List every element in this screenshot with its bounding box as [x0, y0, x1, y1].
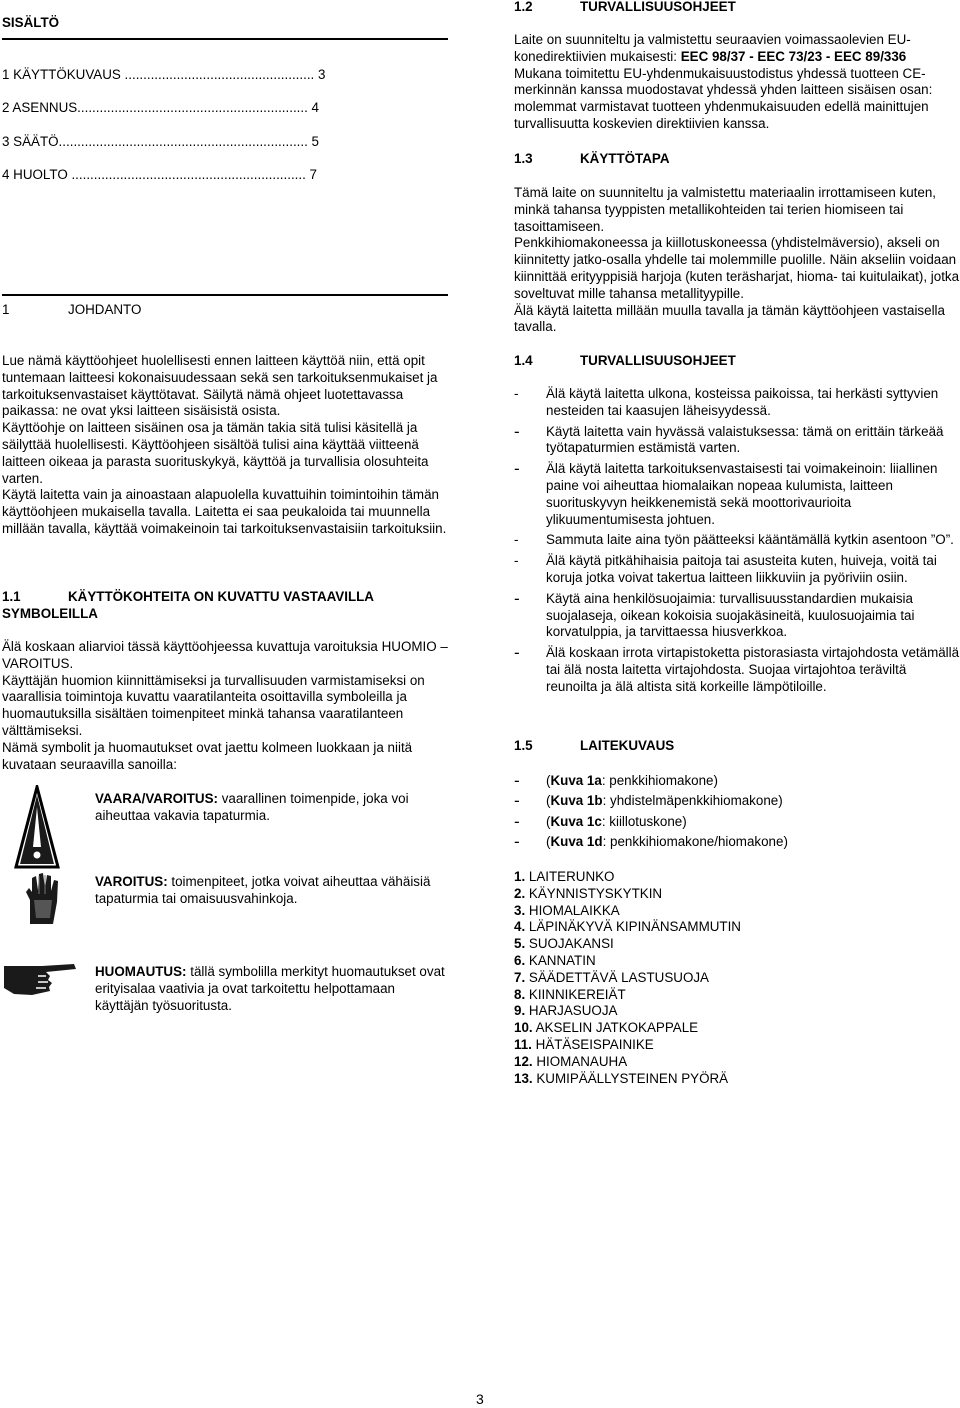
figure-label: Kuva 1a [550, 773, 602, 788]
list-item-text: Sammuta laite aina työn päätteeksi kääntämällä kytkin asentoon ”O”. [546, 532, 954, 548]
list-item-text: Älä käytä laitetta tarkoituksenvastaisesti tai voimakeinoin: liiallinen paine voi aiheuttaa hiomalaikan nopeaa kulumista, laitteen suorituskyvyn heikkenemistä sekä moottorivaurioita ylikuumentumisesta johtuen. [546, 461, 938, 527]
section-heading-1-1 [2, 589, 448, 623]
toc-entry[interactable]: 1 KÄYTTÖKUVAUS ................................................... 3 [2, 67, 326, 82]
s12-body [514, 32, 960, 133]
list-item-text: Käytä laitetta vain hyvässä valaistuksessa: tämä on erittäin tärkeää työtapaturmien estämistä varten. [546, 423, 944, 456]
section-title: TURVALLISUUSOHJEET [580, 0, 736, 14]
list-item-text: Älä käytä laitetta ulkona, kosteissa paikoissa, tai herkästi syttyvien nesteiden tai kaasujen läheisyydessä. [546, 386, 939, 418]
s13-body [514, 185, 960, 336]
symbol-text: vaarallinen toimenpide, joka voi aiheuttaa vakavia tapaturmia. [95, 791, 409, 823]
list-item: - Älä käytä pitkähihaisia paitoja tai asusteita kuten, huiveja, voitä tai koruja jotka voivat takertua laitteen liikkuviin ja pyöriviin osiin. [514, 553, 937, 585]
paragraph: Älä koskaan aliarvioi tässä käyttöohjeessa kuvattuja varoituksia HUOMIO – VAROITUS. [2, 639, 448, 671]
symbol-text: toimenpiteet, jotka voivat aiheuttaa vähäisiä tapaturmia tai omaisuusvahinkoja. [95, 874, 431, 906]
paragraph: Mukana toimitettu EU-yhdenmukaisuustodistus yhdessä tuotteen CE-merkinnän kanssa muodostavat yhdessä yhden laitteen sisäisen osan: molemmat varmistavat tuotteen yhdenmukaisuuden edellä mainittujen turvallisuutta koskevien direktiivien kanssa. [514, 65, 933, 131]
part-number: 9. [514, 1003, 526, 1019]
section-heading-intro [2, 302, 448, 319]
figure-text: : kiillotuskone) [601, 813, 687, 829]
section-rule [2, 294, 448, 296]
paragraph: Käyttöohje on laitteen sisäinen osa ja tämän takia sitä tulisi käsitellä ja säilyttää huolellisesti. Käyttöohjeen sisältöä tulisi aina käyttää viitteenä laitteen oikeaa ja parasta suorituskykyä, käyttöä ja turvallisia olosuhteita varten. [2, 420, 429, 486]
safety-list [514, 386, 960, 700]
part-name: LÄPINÄKYVÄ KIPINÄNSAMMUTIN [528, 919, 741, 935]
part-item [514, 869, 960, 886]
list-item-text: Älä koskaan irrota virtapistoketta pistorasiasta virtajohdosta vetämällä tai älä nosta laitetta virtajohdosta. Suojaa virtajohtoa teräviltä reunoilta ja älä altista sitä korkeille lämpötiloille. [546, 645, 960, 694]
text: Laite on suunniteltu ja valmistettu seuraavien voimassaolevien EU-konedirektiivien mukaisesti: [514, 32, 911, 64]
section-title: KÄYTTÖTAPA [580, 151, 670, 166]
part-number: 3. [514, 902, 526, 918]
list-item: - Älä käytä laitetta ulkona, kosteissa paikoissa, tai herkästi syttyvien nesteiden tai kaasujen läheisyydessä. [514, 386, 939, 418]
parts-list [514, 869, 960, 1087]
part-name: KANNATIN [528, 952, 596, 968]
list-item: - Älä koskaan irrota virtapistoketta pistorasiasta virtajohdosta vetämällä tai älä nosta laitetta virtajohdosta. Suojaa virtajohtoa teräviltä reunoilta ja älä altista sitä korkeille lämpötiloille. [514, 643, 960, 694]
toc-top-rule [2, 38, 448, 40]
part-item [514, 1020, 960, 1037]
part-name: HÄTÄSEISPAINIKE [535, 1036, 654, 1052]
part-number: 11. [514, 1036, 532, 1052]
stop-hand-icon [22, 870, 64, 931]
section-number: 1.3 [514, 151, 533, 166]
s11-body [2, 639, 448, 773]
section-number: 1.5 [514, 738, 533, 753]
list-item-text: Käytä aina henkilösuojaimia: turvallisuusstandardien mukaisia suojalaseja, oikean kokoisia suojakäsineitä, kuulosuojaimia tai korvatulppia, ja tarvittaessa hiusverkkoa. [546, 590, 915, 640]
figure-text: : yhdistelmäpenkkihiomakone) [602, 793, 783, 809]
section-number: 1.1 [2, 589, 21, 604]
part-item [514, 903, 960, 920]
part-number: 12. [514, 1053, 533, 1069]
symbol-description [95, 791, 448, 825]
figure-item: - (Kuva 1d: penkkihiomakone/hiomakone) [514, 831, 788, 851]
danger-triangle-icon [14, 785, 60, 874]
section-number: 1.4 [514, 353, 533, 368]
part-number: 8. [514, 986, 526, 1002]
page-number: 3 [476, 1391, 484, 1407]
figure-item: - (Kuva 1a: penkkihiomakone) [514, 771, 718, 790]
figure-label: Kuva 1b [550, 793, 603, 809]
part-item [514, 1054, 960, 1071]
figure-item: - (Kuva 1b: yhdistelmäpenkkihiomakone) [514, 791, 783, 811]
part-number: 2. [514, 885, 526, 901]
figure-label: Kuva 1d [550, 833, 603, 849]
symbol-label: HUOMAUTUS: [95, 964, 187, 979]
part-number: 1. [514, 869, 526, 884]
paragraph: Lue nämä käyttöohjeet huolellisesti ennen laitteen käyttöä niin, että opit tuntemaan laitteesi kokonaisuudessaan sekä sen tarkoituksenmukaiset ja tarkoituksenvastaiset käyttötavat. Säilytä nämä ohjeet luotettavassa paikassa: ne ovat yksi laitteen sisäisistä osista. [2, 353, 438, 419]
part-item [514, 1003, 960, 1020]
paragraph: Penkkihiomakoneessa ja kiillotuskoneessa (yhdistelmäversio), akseli on kiinnitetty jatko-osalla yhdelle tai molemmille puolille. Näin akseliin voidaan kiinnittää erityyppisiä harjoja (kuten teräsharjat, hioma- tai kuitulaikat), jotka soveltuvat mille tahansa metallityypille. [514, 235, 960, 301]
section-heading-1-2 [514, 0, 960, 16]
section-heading-1-4 [514, 353, 960, 370]
figure-item: - (Kuva 1c: kiillotuskone) [514, 811, 687, 831]
figure-text: : penkkihiomakone/hiomakone) [602, 833, 788, 849]
part-name: HARJASUOJA [528, 1003, 618, 1019]
section-title: LAITEKUVAUS [580, 738, 675, 753]
figure-text: : penkkihiomakone) [601, 773, 718, 788]
part-name: SUOJAKANSI [528, 936, 614, 952]
part-name: KUMIPÄÄLLYSTEINEN PYÖRÄ [536, 1070, 729, 1086]
part-number: 5. [514, 936, 526, 952]
toc-entry[interactable]: 3 SÄÄTÖ................................................................... 5 [2, 134, 319, 149]
figure-label: Kuva 1c [550, 813, 602, 829]
list-item: - Käytä aina henkilösuojaimia: turvallisuusstandardien mukaisia suojalaseja, oikean kokoisia suojakäsineitä, kuulosuojaimia tai korvatulppia, ja tarvittaessa hiusverkkoa. [514, 588, 915, 640]
symbol-text: tällä symbolilla merkityt huomautukset ovat erityisalaa vaativia ja ovat tarkoitettu helpottamaan käyttäjän työsuoritusta. [95, 964, 445, 1013]
list-item-text: Älä käytä pitkähihaisia paitoja tai asusteita kuten, huiveja, voitä tai koruja jotka voivat takertua laitteen liikkuviin ja pyöriviin osiin. [546, 553, 937, 585]
part-name: LAITERUNKO [528, 869, 615, 884]
part-name: SÄÄDETTÄVÄ LASTUSUOJA [528, 969, 709, 985]
paragraph: Käyttäjän huomion kiinnittämiseksi ja turvallisuuden varmistamiseksi on vaarallisia toimintoja kuvattu vaaratilanteita osoittavilla symboleilla ja huomautuksilla sisältäen toimenpiteet minkä tahansa vaaratilanteen välttämiseksi. [2, 672, 425, 738]
paragraph: Tämä laite on suunniteltu ja valmistettu materiaalin irrottamiseen kuten, minkä tahansa tyyppisten metallikohteiden tai terien hiomiseen tai tasoittamiseen. [514, 185, 937, 234]
part-number: 6. [514, 952, 526, 968]
section-number: 1.2 [514, 0, 533, 14]
paragraph: Älä käytä laitetta millään muulla tavalla ja tämän käyttöohjeen vastaisella tavalla. [514, 302, 945, 335]
paragraph: Nämä symbolit ja huomautukset ovat jaettu kolmeen luokkaan ja niitä kuvataan seuraavilla sanoilla: [2, 739, 413, 772]
part-name: HIOMALAIKKA [528, 902, 620, 918]
intro-body [2, 353, 448, 538]
part-item [514, 919, 960, 936]
section-title: TURVALLISUUSOHJEET [580, 353, 736, 368]
part-item [514, 953, 960, 970]
list-item: - Sammuta laite aina työn päätteeksi kääntämällä kytkin asentoon ”O”. [514, 532, 954, 548]
toc-title: SISÄLTÖ [2, 15, 60, 30]
list-item: - Käytä laitetta vain hyvässä valaistuksessa: tämä on erittäin tärkeää työtapaturmien estämistä varten. [514, 421, 944, 456]
toc-entry[interactable]: 2 ASENNUS.............................................................. 4 [2, 100, 319, 115]
part-item [514, 1037, 960, 1054]
paragraph [514, 32, 960, 66]
list-item: - Älä käytä laitetta tarkoituksenvastaisesti tai voimakeinoin: liiallinen paine voi aiheuttaa hiomalaikan nopeaa kulumista, laitteen suorituskyvyn heikkenemistä sekä moottorivaurioita ylikuumentumisesta johtuen. [514, 459, 938, 527]
paragraph: Käytä laitetta vain ja ainoastaan alapuolella kuvattuihin toimintoihin tämän käyttöohjeen mukaisella tavalla. Laitetta ei saa peukaloida tai muunnella millään tavalla, käyttää voimakeinoin tai tarkoituksenvastaisiin tarkoituksiin. [2, 487, 447, 536]
symbol-label: VAROITUS: [95, 874, 168, 889]
part-item [514, 987, 960, 1004]
part-number: 13. [514, 1070, 533, 1086]
part-name: AKSELIN JATKOKAPPALE [535, 1020, 699, 1036]
directive-codes: EEC 98/37 - EEC 73/23 - EEC 89/336 [680, 48, 907, 64]
part-name: KÄYNNISTYSKYTKIN [528, 885, 663, 901]
part-item [514, 1071, 960, 1088]
part-item [514, 886, 960, 903]
part-name: KIINNIKEREIÄT [528, 986, 626, 1002]
part-number: 10. [514, 1020, 533, 1036]
symbol-description [95, 964, 448, 1014]
section-title: JOHDANTO [68, 302, 142, 317]
part-number: 7. [514, 969, 526, 985]
toc-entry[interactable]: 4 HUOLTO ............................................................... 7 [2, 167, 317, 182]
part-item [514, 936, 960, 953]
section-title: KÄYTTÖKOHTEITA ON KUVATTU VASTAAVILLA SYMBOLEILLA [2, 589, 374, 621]
part-number: 4. [514, 919, 526, 935]
part-item [514, 970, 960, 987]
symbol-description [95, 874, 448, 908]
part-name: HIOMANAUHA [536, 1053, 628, 1069]
section-number: 1 [2, 302, 10, 317]
section-heading-1-3 [514, 151, 960, 168]
section-heading-1-5 [514, 738, 960, 755]
figure-list [514, 773, 960, 854]
pointing-hand-icon [2, 958, 78, 1003]
symbol-label: VAARA/VAROITUS: [95, 791, 218, 806]
